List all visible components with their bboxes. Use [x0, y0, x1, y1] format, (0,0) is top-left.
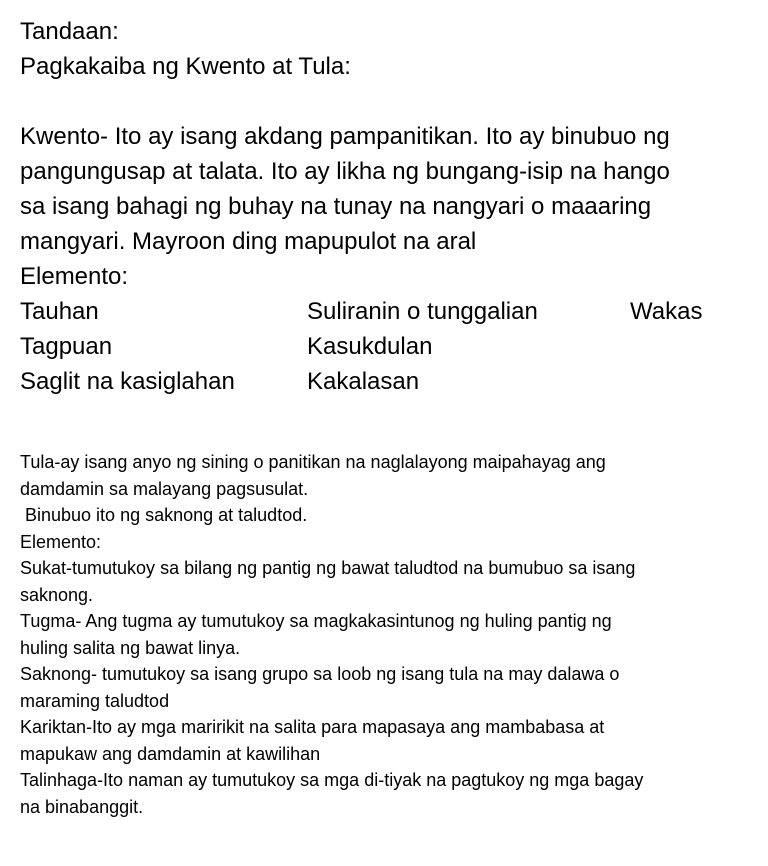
- tula-line: Kariktan-Ito ay mga maririkit na salita para mapasaya ang mambabasa at: [20, 717, 605, 737]
- kwento-line: mangyari. Mayroon ding mapupulot na aral: [20, 228, 477, 255]
- element-saglit: Saglit na kasiglahan: [20, 368, 235, 395]
- tula-line: saknong.: [20, 584, 94, 605]
- tandaan-heading: Tandaan:: [20, 18, 119, 45]
- page-title: Pagkakaiba ng Kwento at Tula:: [20, 53, 351, 80]
- tula-line: Binubuo ito ng saknong at taludtod.: [20, 505, 308, 525]
- tula-line: Sukat-tumutukoy sa bilang ng pantig ng bawat taludtod na bumubuo sa isang: [20, 558, 636, 578]
- kwento-element-row: [20, 329, 760, 364]
- tula-line: damdamin sa malayang pagsusulat.: [20, 478, 309, 499]
- kwento-element-row: [20, 364, 760, 399]
- tula-section: [20, 449, 750, 820]
- element-kasukdulan: Kasukdulan: [307, 333, 433, 360]
- kwento-line: sa isang bahagi ng buhay na tunay na nangyari o maaaring: [20, 193, 652, 220]
- tula-line: mapukaw ang damdamin at kawilihan: [20, 743, 321, 764]
- element-wakas: Wakas: [630, 298, 703, 325]
- kwento-line: Kwento- Ito ay isang akdang pampanitikan. Ito ay binubuo ng: [20, 123, 670, 150]
- element-suliranin: Suliranin o tunggalian: [307, 298, 538, 325]
- tula-line: maraming taludtod: [20, 690, 170, 711]
- kwento-element-row: [20, 294, 760, 329]
- tula-line: huling salita ng bawat linya.: [20, 637, 241, 658]
- tula-line: Saknong- tumutukoy sa isang grupo sa loob ng isang tula na may dalawa o: [20, 664, 620, 684]
- kwento-definition: [20, 119, 740, 259]
- kwento-line: pangungusap at talata. Ito ay likha ng bungang-isip na hango: [20, 158, 670, 185]
- element-tauhan: Tauhan: [20, 298, 99, 325]
- tula-line: Talinhaga-Ito naman ay tumutukoy sa mga di-tiyak na pagtukoy ng mga bagay: [20, 770, 644, 790]
- tula-line: Tula-ay isang anyo ng sining o panitikan na naglalayong maipahayag ang: [20, 452, 606, 472]
- tula-elemento-label: Elemento:: [20, 531, 102, 552]
- element-tagpuan: Tagpuan: [20, 333, 113, 360]
- tula-line: Tugma- Ang tugma ay tumutukoy sa magkakasintunog ng huling pantig ng: [20, 611, 612, 631]
- tula-line: na binabanggit.: [20, 796, 144, 817]
- element-kakalasan: Kakalasan: [307, 368, 420, 395]
- kwento-elemento-label: Elemento:: [20, 263, 129, 290]
